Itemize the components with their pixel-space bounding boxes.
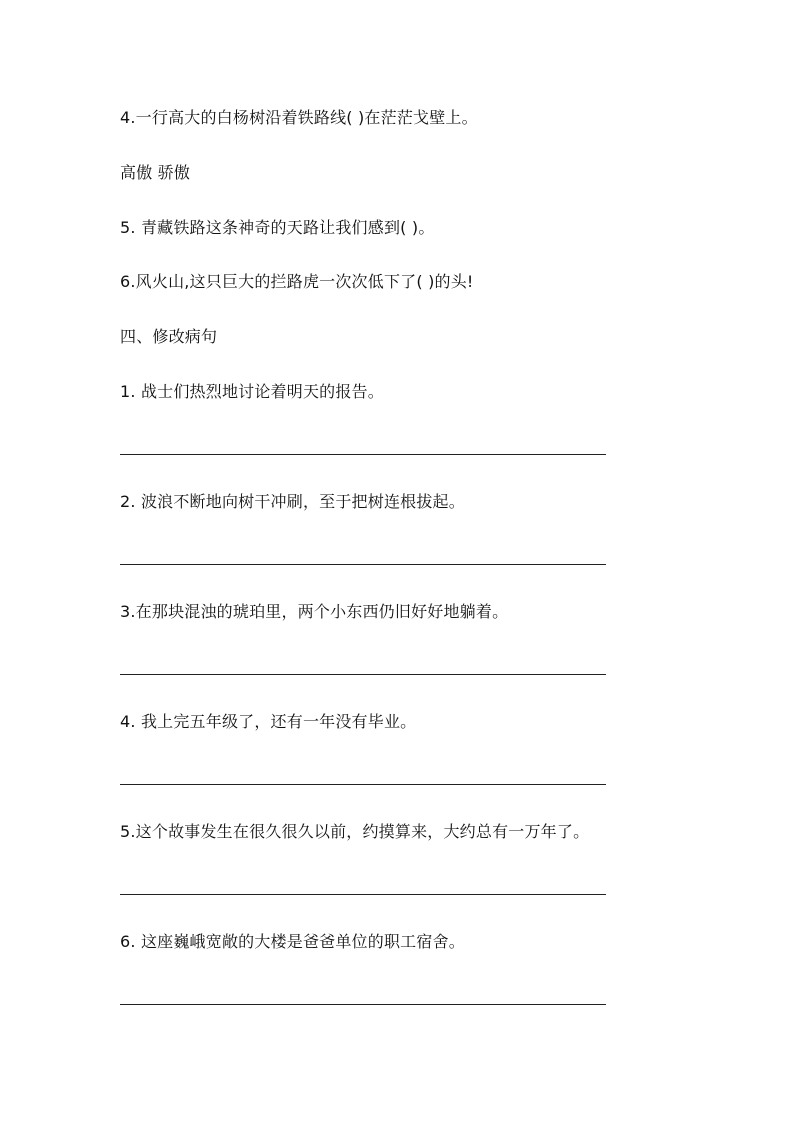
sentence-item-2: 2. 波浪不断地向树干冲刷，至于把树连根拔起。: [120, 492, 465, 511]
answer-line-2[interactable]: [120, 564, 606, 565]
section-heading: 四、修改病句: [120, 327, 218, 346]
answer-line-4[interactable]: [120, 784, 606, 785]
word-choice-options: 高傲 骄傲: [120, 163, 191, 182]
fill-in-question-6: 6.风火山,这只巨大的拦路虎一次次低下了( )的头!: [120, 272, 474, 291]
sentence-item-1: 1. 战士们热烈地讨论着明天的报告。: [120, 382, 384, 401]
sentence-item-5: 5.这个故事发生在很久很久以前，约摸算来，大约总有一万年了。: [120, 822, 590, 841]
answer-line-6[interactable]: [120, 1004, 606, 1005]
answer-line-5[interactable]: [120, 894, 606, 895]
sentence-item-3: 3.在那块混浊的琥珀里，两个小东西仍旧好好地躺着。: [120, 602, 509, 621]
sentence-item-6: 6. 这座巍峨宽敞的大楼是爸爸单位的职工宿舍。: [120, 932, 465, 951]
answer-line-1[interactable]: [120, 454, 606, 455]
answer-line-3[interactable]: [120, 674, 606, 675]
sentence-item-4: 4. 我上完五年级了，还有一年没有毕业。: [120, 712, 417, 731]
fill-in-question-4: 4.一行高大的白杨树沿着铁路线( )在茫茫戈壁上。: [120, 108, 478, 127]
fill-in-question-5: 5. 青藏铁路这条神奇的天路让我们感到( )。: [120, 218, 435, 237]
